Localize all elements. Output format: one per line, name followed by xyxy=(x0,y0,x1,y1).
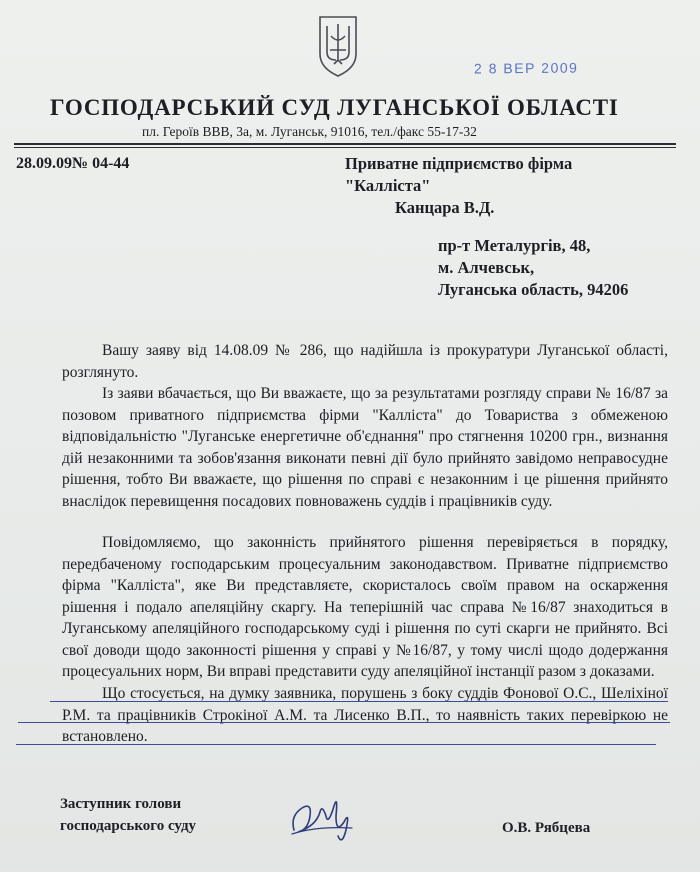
recipient-line-1: Приватне підприємство фірма xyxy=(345,154,573,173)
signatory-name: О.В. Рябцева xyxy=(502,820,591,836)
recipient-street: пр-т Металургів, 48, xyxy=(438,236,591,255)
signatory-position-line-1: Заступник голови xyxy=(60,796,182,812)
signatory-position-line-2: господарського суду xyxy=(60,818,197,834)
body-paragraph-4: Що стосується, на думку заявника, порушень з боку суддів Фонової О.С., Шеліхіної Р.М. та працівників Строкіної А.М. та Лисенко В.П., то наявність таких перевіркою не встановлено. xyxy=(62,685,668,745)
received-date-stamp: 2 8 ВЕР 2009 xyxy=(473,59,579,77)
recipient-line-2: "Калліста" xyxy=(345,176,431,195)
trident-emblem-icon xyxy=(316,14,360,78)
body-paragraph-3: Повідомляємо, що законність прийнятого рішення перевіряється в порядку, передбаченому господарським процесуальним законодавством. Приватне підприємство фірма "Калліста", яке Ви представляєте, скористалось своїм правом на оскарження рішення і подало апеляційну скаргу. На теперішній час справа №16/87 знаходиться в Луганському апеляційного господарському суді і рішення по суті скарги не прийнято. Всі свої доводи щодо законності рішення у справі у №16/87, у тому числі щодо додержання процесуальних норм, Ви вправі представити суду апеляційної інстанції разом з доказами. xyxy=(62,534,668,680)
header-divider xyxy=(14,143,676,148)
document-reference: 28.09.09№ 04-44 xyxy=(16,155,130,172)
recipient-person: Канцара В.Д. xyxy=(395,198,495,217)
handwritten-signature xyxy=(286,786,358,850)
pen-underline-3 xyxy=(16,744,656,745)
pen-underline-1 xyxy=(50,701,668,702)
pen-underline-2 xyxy=(18,722,670,723)
body-paragraph-1: Вашу заяву від 14.08.09 № 286, що надійшла із прокуратури Луганської області, розглянуто. xyxy=(62,342,668,381)
court-address: пл. Героїв ВВВ, 3а, м. Луганськ, 91016, тел./факс 55-17-32 xyxy=(142,124,477,139)
court-name: ГОСПОДАРСЬКИЙ СУД ЛУГАНСЬКОЇ ОБЛАСТІ xyxy=(50,95,619,120)
recipient-region: Луганська область, 94206 xyxy=(438,280,629,299)
recipient-city: м. Алчевськ, xyxy=(438,258,535,277)
body-paragraph-2: Із заяви вбачається, що Ви вважаєте, що за результатами розгляду справи № 16/87 за позовом приватного підприємства фірми "Калліста" до Товариства з обмеженою відповідальністю "Луганське енергетичне об'єднання" про стягнення 10200 грн., визнання дій незаконними та зобов'язання виконати певні дії було прийнято завідомо неправосудне рішення, тобто Ви вважаєте, що рішення по справі є незаконним і це рішення прийнято внаслідок перевищення посадових повноважень суддів і працівників суду. xyxy=(62,385,668,510)
